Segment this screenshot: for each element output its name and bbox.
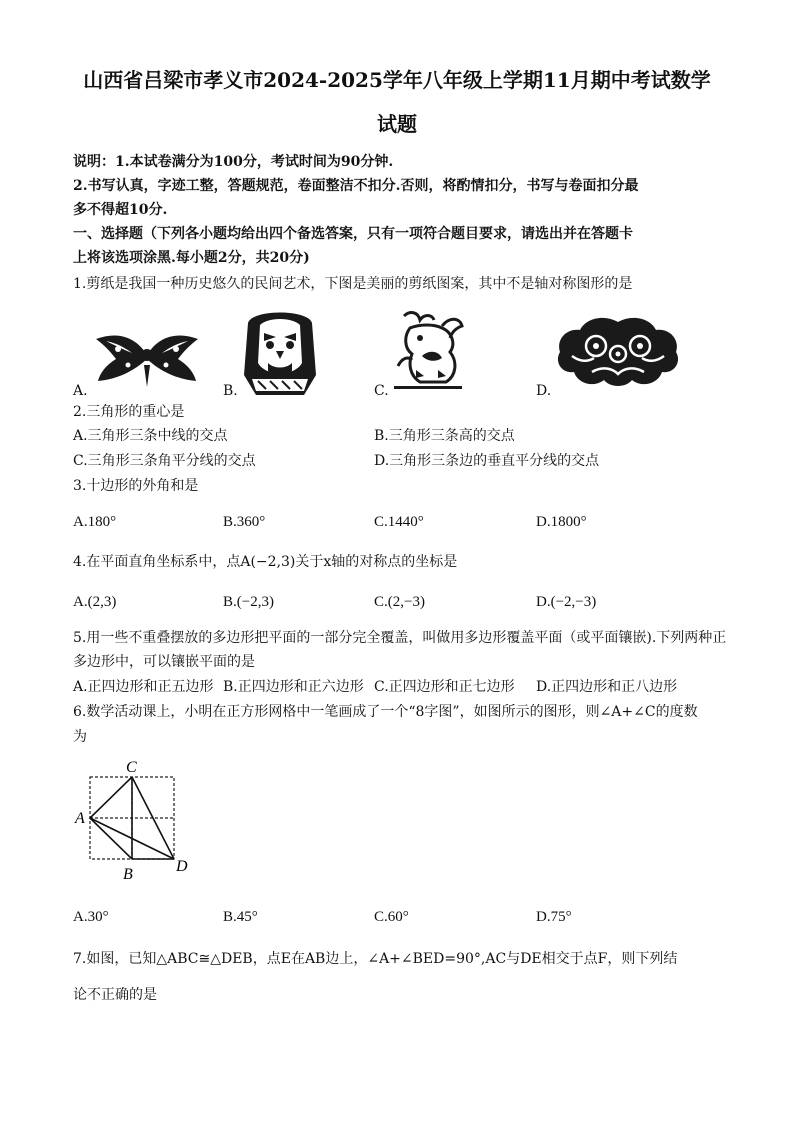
note-2b: 多不得超10分.: [73, 202, 168, 218]
q6-option-a[interactable]: A.30°: [73, 909, 109, 925]
q6-figure-eight-diagram: [70, 755, 195, 885]
q1-stem: 1.剪纸是我国一种历史悠久的民间艺术，下图是美丽的剪纸图案，其中不是轴对称图形的是: [73, 276, 633, 292]
papercut-floral-cloud-image: [552, 312, 684, 392]
papercut-opera-mask-image: [238, 305, 322, 397]
papercut-rabbit-image: [390, 306, 466, 390]
q7-stem-b: 论不正确的是: [73, 987, 157, 1003]
q4-stem: 4.在平面直角坐标系中，点A(−2,3)关于x轴的对称点的坐标是: [73, 554, 458, 570]
q4-option-c[interactable]: C.(2,−3): [374, 594, 425, 610]
q4-option-d[interactable]: D.(−2,−3): [536, 594, 597, 610]
q6-option-c[interactable]: C.60°: [374, 909, 409, 925]
q3-option-d[interactable]: D.1800°: [536, 514, 587, 530]
q5-option-b[interactable]: B.正四边形和正六边形: [223, 679, 364, 695]
section-heading-b: 上将该选项涂黑.每小题2分，共20分): [73, 250, 310, 266]
q5-stem-b: 多边形中，可以镶嵌平面的是: [73, 654, 255, 670]
q6-option-d[interactable]: D.75°: [536, 909, 572, 925]
q4-option-b[interactable]: B.(−2,3): [223, 594, 274, 610]
q2-stem: 2.三角形的重心是: [73, 404, 185, 420]
q6-label-a: A: [75, 810, 85, 827]
papercut-butterfly-image: [88, 315, 206, 389]
q6-stem-a: 6.数学活动课上，小明在正方形网格中一笔画成了一个“8字图”，如图所示的图形，则∠A+∠C的度数: [73, 704, 698, 720]
q1-option-c[interactable]: C.: [374, 383, 389, 399]
exam-title-line2: 试题: [377, 112, 417, 136]
q5-option-d[interactable]: D.正四边形和正八边形: [536, 679, 678, 695]
q6-stem-b: 为: [73, 729, 87, 745]
q6-label-c: C: [126, 759, 137, 776]
q3-option-b[interactable]: B.360°: [223, 514, 266, 530]
q5-option-a[interactable]: A.正四边形和正五边形: [73, 679, 214, 695]
note-1: 说明：1.本试卷满分为100分，考试时间为90分钟.: [73, 154, 394, 170]
q2-option-a[interactable]: A.三角形三条中线的交点: [73, 428, 228, 444]
q6-option-b[interactable]: B.45°: [223, 909, 258, 925]
q6-label-b: B: [123, 866, 133, 883]
q3-option-c[interactable]: C.1440°: [374, 514, 424, 530]
q5-option-c[interactable]: C.正四边形和正七边形: [374, 679, 515, 695]
q2-option-c[interactable]: C.三角形三条角平分线的交点: [73, 453, 256, 469]
q6-label-d: D: [176, 858, 188, 875]
q1-option-b[interactable]: B.: [223, 383, 238, 399]
q2-option-d[interactable]: D.三角形三条边的垂直平分线的交点: [374, 453, 600, 469]
q2-option-b[interactable]: B.三角形三条高的交点: [374, 428, 515, 444]
q1-option-d[interactable]: D.: [536, 383, 552, 399]
note-2a: 2.书写认真，字迹工整，答题规范，卷面整洁不扣分.否则，将酌情扣分，书写与卷面扣分最: [73, 178, 639, 194]
exam-title-line1: 山西省吕梁市孝义市2024-2025学年八年级上学期11月期中考试数学: [83, 68, 711, 92]
q1-option-a[interactable]: A.: [73, 383, 88, 399]
section-heading-a: 一、选择题（下列各小题均给出四个备选答案，只有一项符合题目要求，请选出并在答题卡: [73, 226, 633, 242]
q4-option-a[interactable]: A.(2,3): [73, 594, 117, 610]
q3-stem: 3.十边形的外角和是: [73, 478, 199, 494]
q7-stem-a: 7.如图，已知△ABC≅△DEB，点E在AB边上，∠A+∠BED=90°,AC与DE相交于点F，则下列结: [73, 951, 678, 967]
q5-stem-a: 5.用一些不重叠摆放的多边形把平面的一部分完全覆盖，叫做用多边形覆盖平面（或平面镶嵌).下列两种正: [73, 630, 727, 646]
q3-option-a[interactable]: A.180°: [73, 514, 117, 530]
